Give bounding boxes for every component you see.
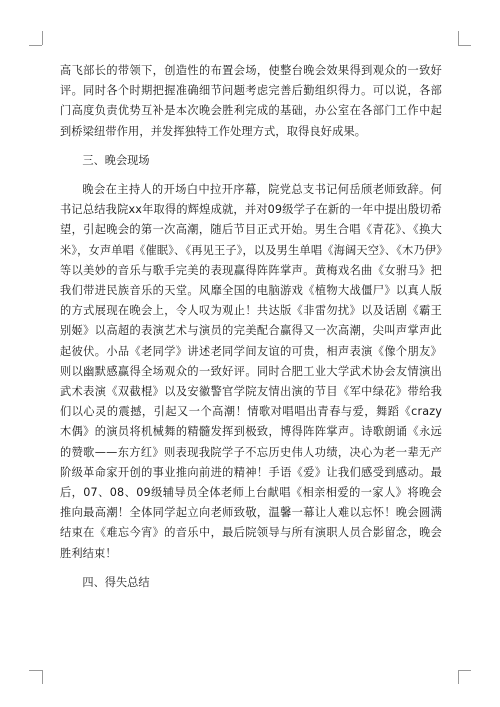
crop-mark-top-left-h: [29, 45, 42, 46]
paragraph-intro: 高飞部长的带领下，创造性的布置会场，使整台晚会效果得到观众的一致好评。同时各个时期把握准确细节问题考虑完善后勤组织得力。可以说，各部门高度负责优势互补是本次晚会胜利完成的基础，办公室在各部门工作中起到桥梁纽带作用，并发挥独特工作处理方式，取得良好成果。: [60, 64, 442, 138]
crop-mark-bottom-left-h: [29, 670, 42, 671]
paragraph-evening-scene: 晚会在主持人的开场白中拉开序幕，院党总支书记何岳颀老师致辞。何书记总结我院xx年取得的辉煌成就，并对09级学子在新的一年中提出殷切希望，引起晚会的第一次高潮，随后节目正式开始。男生合唱《青花》、《换大米》，女声单唱《催眠》、《再见王子》，以及男生单唱《海阔天空》、《木乃伊》等以美妙的音乐与歌手完美的表现赢得阵阵掌声。黄梅戏名曲《女驸马》把我们带进民族音乐的天堂。风靡全国的电脑游戏《植物大战僵尸》以真人版的方式展现在晚会上，令人叹为观止！共达版《非雷勿扰》以及话剧《霸王别姬》以高超的表演艺术与演员的完美配合赢得又一次高潮，尖叫声掌声此起彼伏。小品《老同学》讲述老同学间友谊的可贵，相声表演《像个朋友》则以幽默感赢得全场观众的一致好评。同时合肥工业大学武术协会友情演出武术表演《双截棍》以及安徽警官学院友情出演的节目《军中绿花》带给我们以心灵的震撼，引起又一个高潮！情歌对唱唱出青春与爱，舞蹈《crazy木偶》的演员将机械舞的精髓发挥到极致，博得阵阵掌声。诗歌朗诵《永远的赞歌——东方红》则表现我院学子不忘历史伟人功绩，决心为老一辈无产阶级革命家开创的事业推向前进的精神！手语《爱》让我们感受到感动。最后，07、08、09级辅导员全体老师上台献唱《相亲相爱的一家人》将晚会推向最高潮！全体同学起立向老师致敬，温馨一幕让人难以忘怀！晚会圆满结束在《难忘今宵》的音乐中，最后院领导与所有演职人员合影留念，晚会胜利结束！: [60, 183, 442, 560]
document-body: [60, 61, 442, 593]
crop-mark-top-right-v: [458, 31, 459, 45]
crop-mark-bottom-right-h: [458, 670, 471, 671]
crop-mark-bottom-left-v: [42, 670, 43, 684]
crop-mark-bottom-right-v: [458, 670, 459, 684]
section-heading-summary: 四、得失总结: [82, 575, 150, 589]
section-heading-evening-scene: 三、晚会现场: [82, 153, 150, 167]
crop-mark-top-right-h: [458, 45, 471, 46]
crop-mark-top-left-v: [42, 31, 43, 45]
